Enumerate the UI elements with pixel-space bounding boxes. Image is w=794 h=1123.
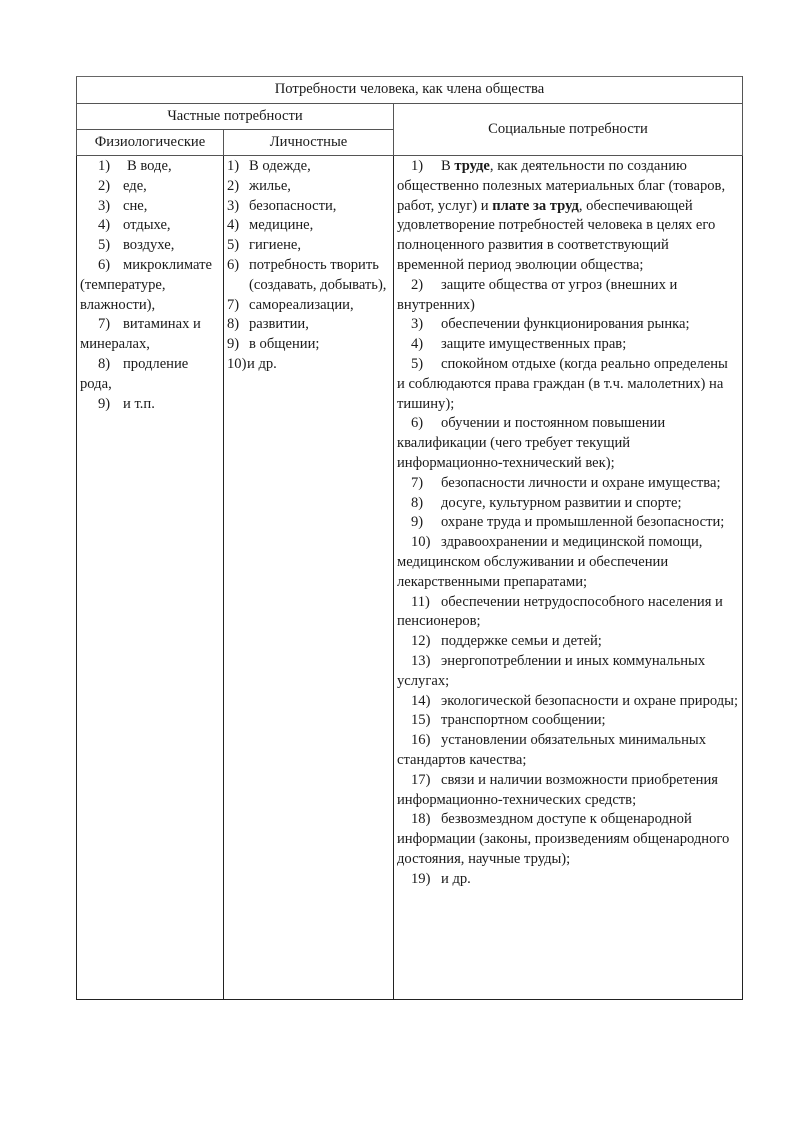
list-item: 8) досуге, культурном развитии и спорте; xyxy=(411,494,682,511)
list-item: 16) установлении обязательных минимальных стандартов качества; xyxy=(397,732,706,768)
list-item: 8) продление рода, xyxy=(80,355,189,392)
list-item: 2) жилье, xyxy=(227,177,291,194)
list-item: 7) самореализации, xyxy=(227,296,354,313)
physiological-list xyxy=(80,157,220,414)
list-item: 10) и др. xyxy=(227,355,277,372)
list-item: 4) медицине, xyxy=(227,217,314,234)
personal-list xyxy=(227,157,390,375)
table-title: Потребности человека, как члена общества xyxy=(77,77,743,104)
social-needs-header: Социальные потребности xyxy=(394,104,743,156)
list-item: 11) обеспечении нетрудоспособного населения и пенсионеров; xyxy=(397,593,723,630)
list-item: 9) в общении; xyxy=(227,336,320,353)
list-item: 9) и т.п. xyxy=(98,395,155,412)
list-item: 14) экологической безопасности и охране природы; xyxy=(411,692,739,709)
needs-table xyxy=(76,76,743,1000)
list-item: 6) микроклимате (температуре, влажности), xyxy=(80,256,213,313)
list-item: 12) поддержке семьи и детей; xyxy=(411,633,602,650)
list-item: 1) В труде, как деятельности по созданию общественно полезных материальных благ (товаров, работ, услуг) и плате за труд, обеспечивающей удовлетворение потребностей человека в целях его полноценного развития в соответствующий временной период эволюции общества; xyxy=(397,158,726,273)
list-item: 3) обеспечении функционирования рынка; xyxy=(411,316,690,333)
list-item: 8) развитии, xyxy=(227,316,309,333)
list-item: 19) и др. xyxy=(411,870,471,887)
list-item: 3) безопасности, xyxy=(227,197,337,214)
list-item: 6) потребность творить (создавать, добывать), xyxy=(227,256,387,293)
list-item: 3) сне, xyxy=(98,197,148,214)
physiological-cell xyxy=(77,156,224,1000)
private-needs-header: Частные потребности xyxy=(77,104,394,130)
list-item: 1) В одежде, xyxy=(227,158,311,174)
list-item: 4) защите имущественных прав; xyxy=(411,336,627,353)
list-item: 5) спокойном отдыхе (когда реально определены и соблюдаются права граждан (в т.ч. малолетних) на тишину); xyxy=(397,355,728,412)
social-cell xyxy=(394,156,743,1000)
physiological-header: Физиологические xyxy=(77,130,224,156)
list-item: 9) охране труда и промышленной безопасности; xyxy=(411,514,725,531)
personal-cell xyxy=(224,156,394,1000)
list-item: 2) еде, xyxy=(98,177,147,194)
list-item: 13) энергопотреблении и иных коммунальных услугах; xyxy=(397,652,706,689)
social-list xyxy=(397,157,739,889)
list-item: 4) отдыхе, xyxy=(98,217,171,234)
list-item: 7) витаминах и минералах, xyxy=(80,316,201,353)
list-item: 15) транспортном сообщении; xyxy=(411,712,606,729)
list-item: 10) здравоохранении и медицинской помощи, медицинском обслуживании и обеспечении лекарственными препаратами; xyxy=(397,534,703,590)
list-item: 6) обучении и постоянном повышении квалификации (чего требует текущий информационно-технический век); xyxy=(397,415,666,471)
personal-header: Личностные xyxy=(224,130,394,156)
bold-emphasis: плате за труд xyxy=(492,197,579,214)
list-item: 5) воздухе, xyxy=(98,237,175,254)
list-item: 2) защите общества от угроз (внешних и внутренних) xyxy=(397,276,678,313)
list-item: 7) безопасности личности и охране имущества; xyxy=(411,474,721,491)
bold-emphasis: труде xyxy=(454,158,490,174)
list-item: 17) связи и наличии возможности приобретения информационно-технических средств; xyxy=(397,771,718,808)
list-item: 5) гигиене, xyxy=(227,237,302,254)
list-item: 18) безвозмездном доступе к общенародной информации (законы, произведениям общенародного достояния, научные труды); xyxy=(397,811,730,867)
list-item: 1) В воде, xyxy=(98,158,172,174)
